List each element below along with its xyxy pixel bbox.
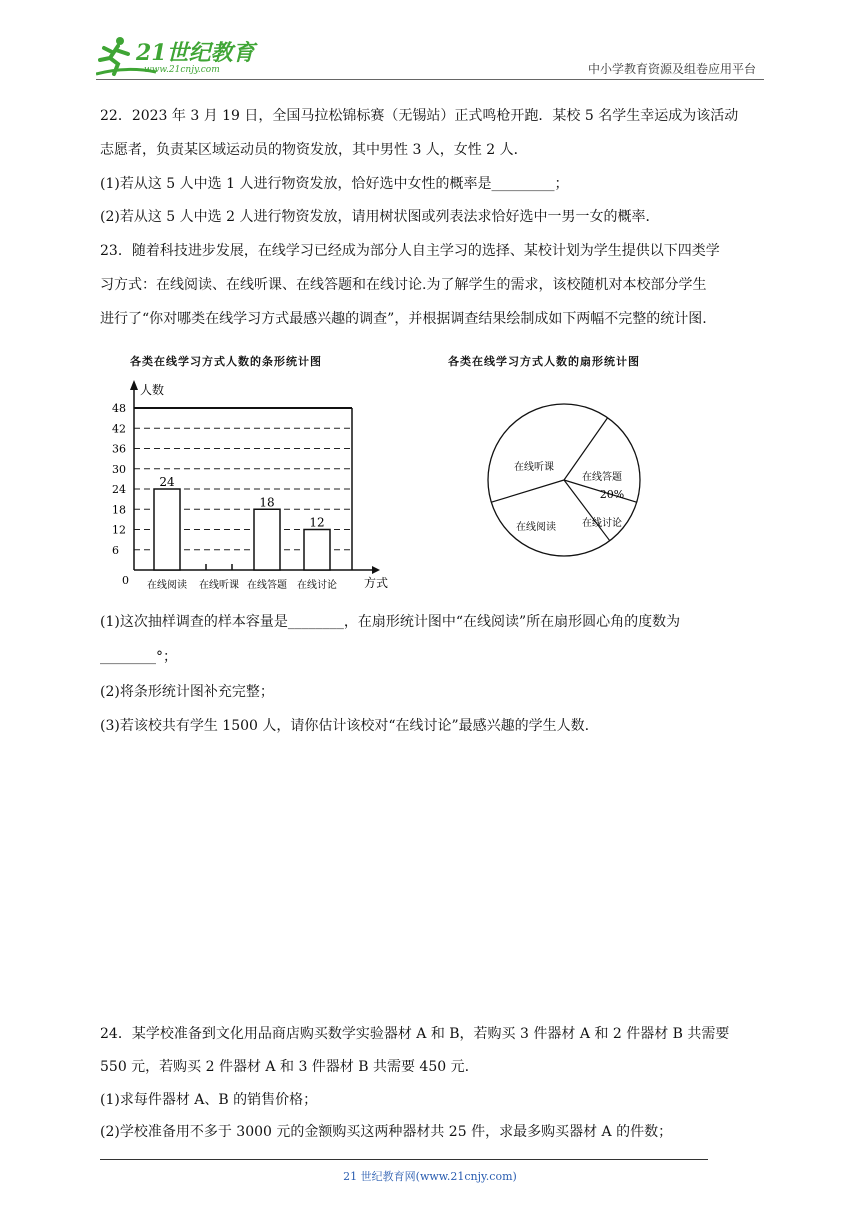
logo: [96, 34, 266, 78]
y-tick-label: 48: [112, 402, 126, 415]
q23-part3: (3)若该校共有学生 1500 人，请你估计该校对“在线讨论”最感兴趣的学生人数.: [100, 718, 590, 734]
q22-line2: 志愿者，负责某区域运动员的物资发放，其中男性 3 人，女性 2 人．: [100, 142, 528, 158]
bar-value-label: 24: [159, 475, 175, 489]
x-axis-arrow: [372, 566, 380, 574]
y-tick-label: 42: [112, 422, 126, 436]
bar: [154, 489, 180, 570]
pie-slice-label: 在线阅读: [516, 522, 556, 533]
q22-part1: (1)若从这 5 人中选 1 人进行物资发放，恰好选中女性的概率是_________；: [100, 176, 569, 192]
bar: [254, 509, 280, 570]
q24-part1: (1)求每件器材 A、B 的销售价格；: [100, 1092, 318, 1108]
x-axis-label: 方式: [364, 576, 389, 590]
y-tick-label: 0: [122, 574, 129, 587]
y-tick-label: 6: [112, 543, 119, 557]
pie-slice-label: 在线讨论: [582, 518, 622, 529]
bar-value-label: 18: [259, 495, 275, 510]
logo-url: www.21cnjy.com: [144, 65, 220, 75]
y-axis-label: 人数: [140, 383, 165, 397]
pie-chart: [480, 398, 650, 562]
y-tick-label: 24: [112, 483, 126, 496]
y-tick-label: 12: [112, 523, 126, 537]
bar-chart: [110, 372, 400, 594]
page-header: [0, 0, 860, 82]
q24-line2: 550 元，若购买 2 件器材 A 和 3 件器材 B 共需要 450 元.: [100, 1059, 470, 1075]
x-tick-label: 在线讨论: [297, 580, 337, 591]
q24-line1: 24．某学校准备到文化用品商店购买数学实验器材 A 和 B，若购买 3 件器材 A 和 2 件器材 B 共需要: [100, 1026, 730, 1042]
q23-part2: (2)将条形统计图补充完整；: [100, 684, 274, 700]
y-tick-label: 36: [112, 442, 126, 456]
q23-part1-line2: ________°；: [100, 649, 177, 665]
pie-slice-label: 在线听课: [514, 462, 554, 473]
q23-line2: 习方式：在线阅读、在线听课、在线答题和在线讨论.为了解学生的需求，该校随机对本校部分学生: [100, 277, 707, 293]
q23-part1-line1: (1)这次抽样调查的样本容量是________，在扇形统计图中“在线阅读”所在扇形圆心角的度数为: [100, 614, 681, 630]
y-tick-label: 18: [112, 503, 126, 517]
footer-text: 21 世纪教育网(www.21cnjy.com): [343, 1170, 517, 1183]
q24-part2: (2)学校准备用不多于 3000 元的金额购买这两种器材共 25 件，求最多购买器材 A 的件数；: [100, 1124, 673, 1140]
header-divider: [96, 79, 764, 80]
q22-line1: 22．2023 年 3 月 19 日，全国马拉松锦标赛（无锡站）正式鸣枪开跑．某校 5 名学生幸运成为该活动: [100, 108, 739, 124]
q23-line1: 23．随着科技进步发展，在线学习已经成为部分人自主学习的选择、某校计划为学生提供以下四类学: [100, 243, 720, 259]
logo-text: 21世纪教育: [136, 40, 255, 66]
pie-chart-title: 各类在线学习方式人数的扇形统计图: [448, 355, 640, 368]
bar: [304, 530, 330, 571]
x-tick-label: 在线阅读: [147, 580, 187, 591]
y-axis-arrow: [130, 380, 138, 390]
y-tick-label: 30: [112, 462, 126, 476]
x-tick-label: 在线听课: [199, 580, 239, 591]
bar-value-label: 12: [309, 515, 325, 530]
footer-divider: [100, 1159, 708, 1160]
q22-part2: (2)若从这 5 人中选 2 人进行物资发放，请用树状图或列表法求恰好选中一男一女的概率．: [100, 209, 660, 225]
pie-percent-label: 20%: [599, 488, 625, 501]
q23-line3: 进行了“你对哪类在线学习方式最感兴趣的调查”，并根据调查结果绘制成如下两幅不完整的统计图.: [100, 311, 707, 327]
x-tick-label: 在线答题: [247, 580, 287, 591]
header-platform-text: 中小学教育资源及组卷应用平台: [587, 62, 756, 76]
pie-slice-label: 在线答题: [582, 472, 622, 483]
bar-chart-title: 各类在线学习方式人数的条形统计图: [130, 355, 322, 368]
